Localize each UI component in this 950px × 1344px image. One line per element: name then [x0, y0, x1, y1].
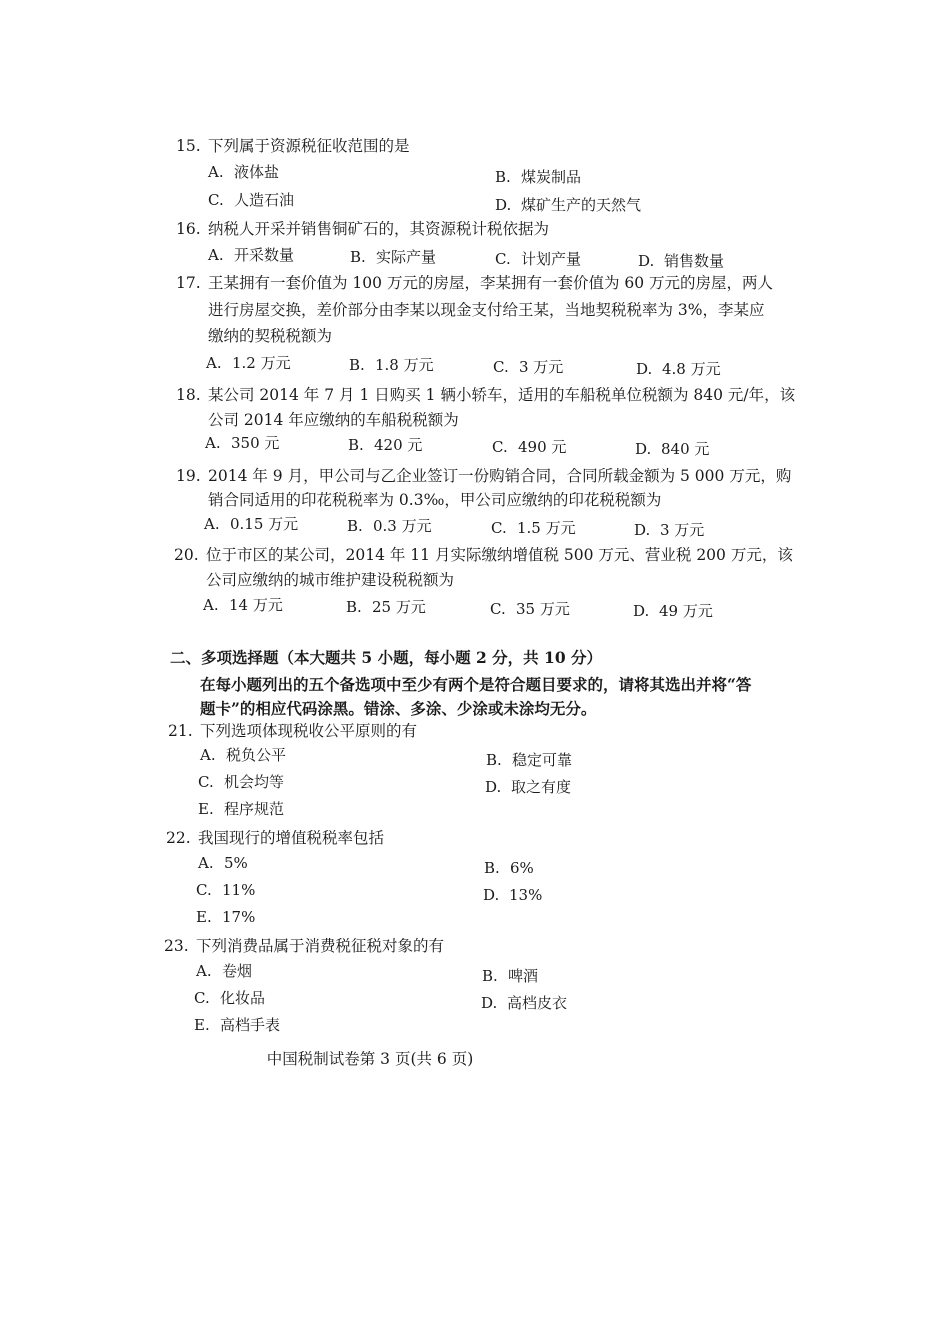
question-stem: 我国现行的增值税税率包括 [198, 829, 385, 847]
page-footer: 中国税制试卷第 3 页(共 6 页) [266, 1050, 474, 1068]
question-20 [174, 543, 793, 567]
question-15 [176, 134, 410, 158]
option-c: C. 计划产量 [495, 250, 582, 268]
question-number: 16. [176, 220, 201, 238]
option-d: D. 3 万元 [634, 521, 705, 539]
option-a: A. 液体盐 [208, 163, 280, 181]
section-instructions-line-2: 题卡”的相应代码涂黑。错涂、多涂、少涂或未涂均无分。 [200, 699, 597, 718]
question-18-line-2: 公司 2014 年应缴纳的车船税税额为 [208, 411, 459, 429]
option-d: D. 4.8 万元 [636, 360, 721, 378]
question-number: 23. [164, 937, 189, 955]
option-e: E. 高档手表 [194, 1016, 281, 1034]
question-20-line-2: 公司应缴纳的城市维护建设税税额为 [206, 571, 455, 589]
option-c: C. 11% [196, 881, 256, 899]
question-stem: 纳税人开采并销售铜矿石的，其资源税计税依据为 [208, 220, 550, 238]
option-c: C. 机会均等 [198, 773, 285, 791]
question-number: 19. [176, 467, 201, 485]
option-a: A. 1.2 万元 [206, 354, 291, 372]
question-21 [168, 719, 417, 743]
option-c: C. 人造石油 [208, 191, 295, 209]
option-d: D. 煤矿生产的天然气 [495, 196, 642, 214]
question-number: 22. [166, 829, 191, 847]
question-number: 18. [176, 386, 201, 404]
option-c: C. 3 万元 [493, 358, 564, 376]
question-23 [164, 934, 444, 958]
section-instructions-line-1: 在每小题列出的五个备选项中至少有两个是符合题目要求的，请将其选出并将“答 [200, 675, 752, 694]
question-19-line-2: 销合同适用的印花税税率为 0.3‰，甲公司应缴纳的印花税税额为 [208, 491, 662, 509]
option-a: A. 5% [198, 854, 248, 872]
question-22 [166, 826, 384, 850]
question-18 [176, 383, 795, 407]
option-b: B. 420 元 [348, 436, 423, 454]
question-number: 15. [176, 137, 201, 155]
option-d: D. 销售数量 [638, 252, 725, 270]
option-c: C. 1.5 万元 [491, 519, 576, 537]
option-b: B. 6% [484, 859, 534, 877]
question-stem: 某公司 2014 年 7 月 1 日购买 1 辆小轿车，适用的车船税单位税额为 840 元/年，该 [208, 386, 796, 404]
question-number: 17. [176, 274, 201, 292]
question-stem: 下列属于资源税征收范围的是 [208, 137, 410, 155]
option-b: B. 0.3 万元 [347, 517, 432, 535]
question-number: 21. [168, 722, 193, 740]
option-b: B. 实际产量 [350, 248, 437, 266]
option-d: D. 高档皮衣 [481, 994, 568, 1012]
option-c: C. 35 万元 [490, 600, 570, 618]
question-stem: 2014 年 9 月，甲公司与乙企业签订一份购销合同，合同所载金额为 5 000 万元，购 [208, 467, 792, 485]
question-16 [176, 217, 549, 241]
question-17-line-3: 缴纳的契税税额为 [208, 327, 333, 345]
question-17 [176, 271, 773, 295]
option-e: E. 程序规范 [198, 800, 285, 818]
question-17-line-2: 进行房屋交换，差价部分由李某以现金支付给王某，当地契税税率为 3%，李某应 [208, 301, 765, 319]
option-a: A. 0.15 万元 [204, 515, 299, 533]
option-b: B. 稳定可靠 [486, 751, 573, 769]
option-d: D. 49 万元 [633, 602, 713, 620]
option-d: D. 840 元 [635, 440, 710, 458]
question-number: 20. [174, 546, 199, 564]
option-c: C. 化妆品 [194, 989, 266, 1007]
option-b: B. 25 万元 [346, 598, 426, 616]
option-b: B. 煤炭制品 [495, 168, 582, 186]
option-b: B. 啤酒 [482, 967, 539, 985]
question-stem: 下列选项体现税收公平原则的有 [200, 722, 418, 740]
option-a: A. 350 元 [205, 434, 280, 452]
option-e: E. 17% [196, 908, 256, 926]
option-a: A. 税负公平 [200, 746, 287, 764]
question-stem: 下列消费品属于消费税征税对象的有 [196, 937, 445, 955]
option-a: A. 开采数量 [208, 246, 295, 264]
question-stem: 位于市区的某公司，2014 年 11 月实际缴纳增值税 500 万元、营业税 200 万元，该 [206, 546, 793, 564]
option-d: D. 13% [483, 886, 543, 904]
option-d: D. 取之有度 [485, 778, 572, 796]
option-c: C. 490 元 [492, 438, 567, 456]
option-a: A. 14 万元 [203, 596, 283, 614]
option-b: B. 1.8 万元 [349, 356, 434, 374]
question-19 [176, 464, 791, 488]
question-stem: 王某拥有一套价值为 100 万元的房屋，李某拥有一套价值为 60 万元的房屋，两人 [208, 274, 774, 292]
option-a: A. 卷烟 [196, 962, 253, 980]
section-heading: 二、多项选择题（本大题共 5 小题，每小题 2 分，共 10 分） [170, 648, 603, 667]
